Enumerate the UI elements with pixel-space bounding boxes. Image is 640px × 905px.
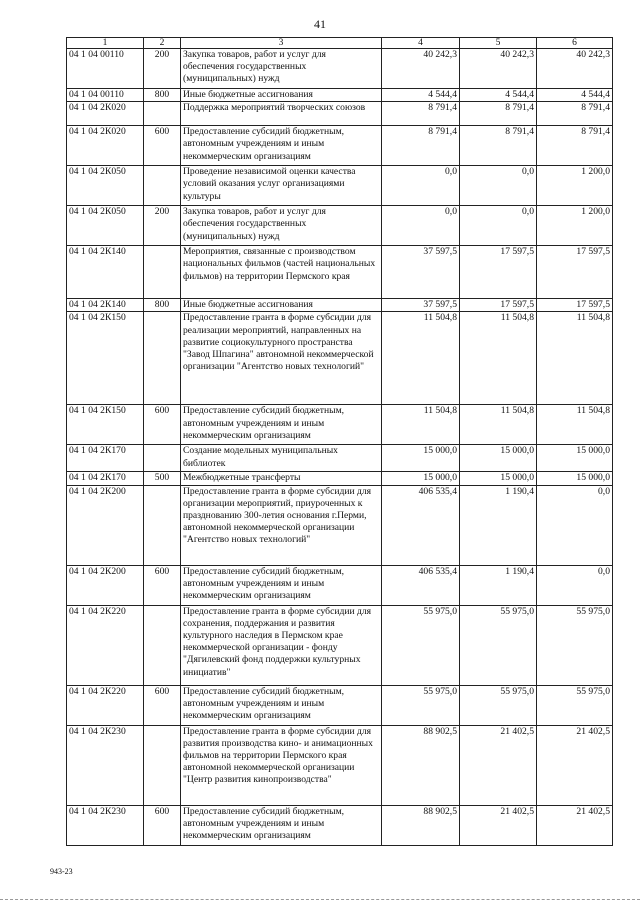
amount-cell-5: 8 791,4	[460, 102, 537, 126]
expense-type-cell	[144, 312, 181, 405]
expense-type-cell	[144, 246, 181, 299]
target-code-cell: 04 1 04 00110	[67, 49, 144, 89]
column-header: 6	[537, 38, 613, 49]
table-row	[67, 485, 613, 565]
amount-cell-6: 15 000,0	[537, 445, 613, 472]
item-name-cell: Поддержка мероприятий творческих союзов	[181, 102, 382, 126]
amount-cell-6: 4 544,4	[537, 89, 613, 102]
item-name-cell: Предоставление субсидий бюджетным, автономным учреждениям и иным некоммерческим организациям	[181, 565, 382, 605]
table-row	[67, 89, 613, 102]
table-row	[67, 565, 613, 605]
amount-cell-5: 17 597,5	[460, 299, 537, 312]
amount-cell-4: 406 535,4	[382, 485, 460, 565]
amount-cell-4: 406 535,4	[382, 565, 460, 605]
amount-cell-4: 0,0	[382, 206, 460, 246]
item-name-cell: Мероприятия, связанные с производством национальных фильмов (частей национальных фильмов) на территории Пермского края	[181, 246, 382, 299]
amount-cell-5: 11 504,8	[460, 312, 537, 405]
expense-type-cell: 200	[144, 206, 181, 246]
amount-cell-5: 4 544,4	[460, 89, 537, 102]
amount-cell-4: 11 504,8	[382, 405, 460, 445]
amount-cell-5: 0,0	[460, 166, 537, 206]
expense-type-cell: 800	[144, 299, 181, 312]
amount-cell-5: 11 504,8	[460, 405, 537, 445]
table-row	[67, 206, 613, 246]
item-name-cell: Предоставление субсидий бюджетным, автономным учреждениям и иным некоммерческим организациям	[181, 405, 382, 445]
item-name-cell: Предоставление субсидий бюджетным, автономным учреждениям и иным некоммерческим организациям	[181, 685, 382, 725]
target-code-cell: 04 1 04 2К140	[67, 246, 144, 299]
amount-cell-4: 0,0	[382, 166, 460, 206]
amount-cell-4: 8 791,4	[382, 126, 460, 166]
target-code-cell: 04 1 04 2К020	[67, 102, 144, 126]
target-code-cell: 04 1 04 2К050	[67, 166, 144, 206]
table-row	[67, 166, 613, 206]
item-name-cell: Предоставление гранта в форме субсидии для развития производства кино- и анимационных фильмов на территории Пермского края автономной некоммерческой организации "Центр развития кинопроизводства"	[181, 725, 382, 805]
item-name-cell: Иные бюджетные ассигнования	[181, 299, 382, 312]
amount-cell-5: 15 000,0	[460, 472, 537, 485]
amount-cell-4: 37 597,5	[382, 246, 460, 299]
target-code-cell: 04 1 04 00110	[67, 89, 144, 102]
amount-cell-5: 0,0	[460, 206, 537, 246]
table-row	[67, 605, 613, 685]
amount-cell-5: 8 791,4	[460, 126, 537, 166]
document-footer-code: 943-23	[50, 867, 73, 876]
expense-type-cell	[144, 725, 181, 805]
target-code-cell: 04 1 04 2К200	[67, 565, 144, 605]
column-header: 1	[67, 38, 144, 49]
target-code-cell: 04 1 04 2К050	[67, 206, 144, 246]
amount-cell-6: 0,0	[537, 565, 613, 605]
table-row	[67, 685, 613, 725]
amount-cell-5: 1 190,4	[460, 565, 537, 605]
amount-cell-6: 40 242,3	[537, 49, 613, 89]
amount-cell-5: 55 975,0	[460, 605, 537, 685]
header-row	[67, 38, 613, 49]
budget-table	[66, 37, 613, 846]
item-name-cell: Предоставление гранта в форме субсидии для реализации мероприятий, направленных на развитие социокультурного пространства "Завод Шпагина" автономной некоммерческой организации "Агентство новых технологий"	[181, 312, 382, 405]
amount-cell-6: 21 402,5	[537, 725, 613, 805]
item-name-cell: Предоставление субсидий бюджетным, автономным учреждениям и иным некоммерческим организациям	[181, 126, 382, 166]
target-code-cell: 04 1 04 2К200	[67, 485, 144, 565]
table-row	[67, 472, 613, 485]
table-row	[67, 126, 613, 166]
expense-type-cell	[144, 166, 181, 206]
expense-type-cell: 500	[144, 472, 181, 485]
amount-cell-4: 37 597,5	[382, 299, 460, 312]
target-code-cell: 04 1 04 2К170	[67, 445, 144, 472]
amount-cell-4: 55 975,0	[382, 685, 460, 725]
amount-cell-4: 40 242,3	[382, 49, 460, 89]
amount-cell-5: 55 975,0	[460, 685, 537, 725]
item-name-cell: Создание модельных муниципальных библиотек	[181, 445, 382, 472]
amount-cell-6: 17 597,5	[537, 299, 613, 312]
target-code-cell: 04 1 04 2К220	[67, 605, 144, 685]
amount-cell-4: 15 000,0	[382, 445, 460, 472]
amount-cell-4: 88 902,5	[382, 805, 460, 845]
target-code-cell: 04 1 04 2К230	[67, 805, 144, 845]
amount-cell-5: 1 190,4	[460, 485, 537, 565]
amount-cell-6: 55 975,0	[537, 685, 613, 725]
table-row	[67, 725, 613, 805]
page-number: 41	[314, 17, 326, 31]
amount-cell-6: 11 504,8	[537, 312, 613, 405]
expense-type-cell: 600	[144, 685, 181, 725]
target-code-cell: 04 1 04 2К150	[67, 312, 144, 405]
table-row	[67, 299, 613, 312]
amount-cell-6: 15 000,0	[537, 472, 613, 485]
amount-cell-6: 55 975,0	[537, 605, 613, 685]
target-code-cell: 04 1 04 2К020	[67, 126, 144, 166]
amount-cell-5: 15 000,0	[460, 445, 537, 472]
expense-type-cell	[144, 445, 181, 472]
amount-cell-4: 15 000,0	[382, 472, 460, 485]
amount-cell-4: 8 791,4	[382, 102, 460, 126]
target-code-cell: 04 1 04 2К170	[67, 472, 144, 485]
amount-cell-4: 4 544,4	[382, 89, 460, 102]
column-header: 2	[144, 38, 181, 49]
item-name-cell: Закупка товаров, работ и услуг для обеспечения государственных (муниципальных) нужд	[181, 49, 382, 89]
expense-type-cell	[144, 485, 181, 565]
item-name-cell: Предоставление гранта в форме субсидии для сохранения, поддержания и развития культурного наследия в Пермском крае некоммерческой организации - фонду "Дягилевский фонд поддержки культурных инициатив"	[181, 605, 382, 685]
amount-cell-4: 88 902,5	[382, 725, 460, 805]
target-code-cell: 04 1 04 2К150	[67, 405, 144, 445]
target-code-cell: 04 1 04 2К230	[67, 725, 144, 805]
item-name-cell: Иные бюджетные ассигнования	[181, 89, 382, 102]
amount-cell-4: 11 504,8	[382, 312, 460, 405]
amount-cell-6: 1 200,0	[537, 206, 613, 246]
table-row	[67, 246, 613, 299]
expense-type-cell: 600	[144, 126, 181, 166]
expense-type-cell: 600	[144, 565, 181, 605]
item-name-cell: Межбюджетные трансферты	[181, 472, 382, 485]
expense-type-cell: 800	[144, 89, 181, 102]
amount-cell-6: 11 504,8	[537, 405, 613, 445]
amount-cell-6: 8 791,4	[537, 102, 613, 126]
amount-cell-6: 17 597,5	[537, 246, 613, 299]
table-row	[67, 405, 613, 445]
amount-cell-5: 21 402,5	[460, 805, 537, 845]
table-row	[67, 102, 613, 126]
expense-type-cell	[144, 605, 181, 685]
item-name-cell: Проведение независимой оценки качества условий оказания услуг организациями культуры	[181, 166, 382, 206]
target-code-cell: 04 1 04 2К220	[67, 685, 144, 725]
table-row	[67, 805, 613, 845]
expense-type-cell	[144, 102, 181, 126]
expense-type-cell: 600	[144, 805, 181, 845]
amount-cell-6: 8 791,4	[537, 126, 613, 166]
amount-cell-6: 21 402,5	[537, 805, 613, 845]
expense-type-cell: 200	[144, 49, 181, 89]
expense-type-cell: 600	[144, 405, 181, 445]
table-row	[67, 49, 613, 89]
amount-cell-5: 21 402,5	[460, 725, 537, 805]
table-row	[67, 445, 613, 472]
scan-edge-rule	[0, 899, 640, 900]
column-header: 3	[181, 38, 382, 49]
column-header: 5	[460, 38, 537, 49]
amount-cell-5: 40 242,3	[460, 49, 537, 89]
target-code-cell: 04 1 04 2К140	[67, 299, 144, 312]
item-name-cell: Закупка товаров, работ и услуг для обеспечения государственных (муниципальных) нужд	[181, 206, 382, 246]
amount-cell-5: 17 597,5	[460, 246, 537, 299]
amount-cell-6: 0,0	[537, 485, 613, 565]
amount-cell-4: 55 975,0	[382, 605, 460, 685]
table-row	[67, 312, 613, 405]
item-name-cell: Предоставление гранта в форме субсидии для организации мероприятий, приуроченных к празднованию 300-летия основания г.Перми, автономной некоммерческой организации "Агентство новых технологий"	[181, 485, 382, 565]
amount-cell-6: 1 200,0	[537, 166, 613, 206]
column-header: 4	[382, 38, 460, 49]
item-name-cell: Предоставление субсидий бюджетным, автономным учреждениям и иным некоммерческим организациям	[181, 805, 382, 845]
